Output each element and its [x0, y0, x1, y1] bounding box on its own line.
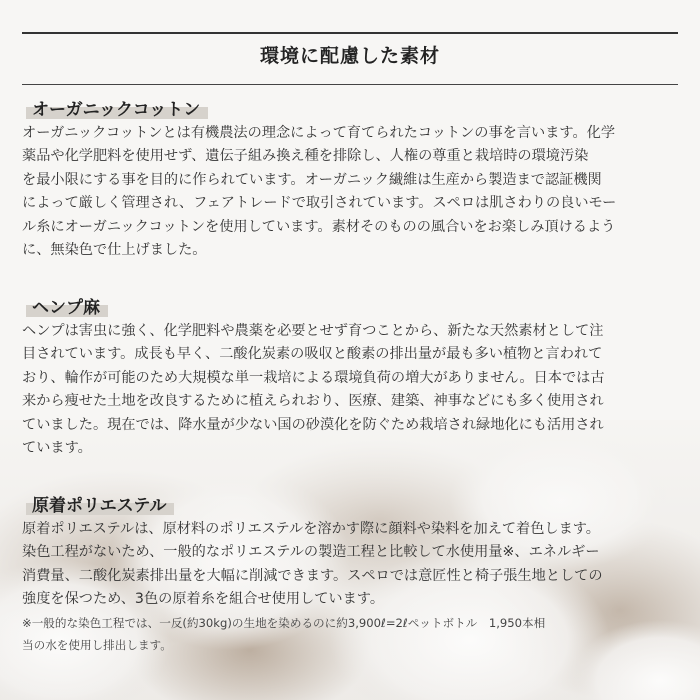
body-line: ていました。現在では、降水量が少ない国の砂漠化を防ぐため栽培され緑地化にも活用され: [22, 416, 604, 433]
section-heading: [32, 98, 200, 122]
body-line: オーガニックコットンとは有機農法の理念によって育てられたコットンの事を言います。化学: [22, 125, 616, 141]
body-line: ています。: [22, 440, 92, 457]
footnote-line: ※一般的な染色工程では、一反(約30kg)の生地を染めるのに約3,900ℓ=2ℓペットボトル 1,950本相: [22, 615, 546, 630]
section-heading-text: オーガニックコットン: [32, 100, 201, 120]
section-heading: [32, 296, 100, 320]
header-rule-top: [22, 32, 678, 34]
section-heading-text: ヘンプ麻: [32, 298, 100, 318]
body-line: おり、輪作が可能のため大規模な単一栽培による環境負荷の増大がありません。日本では古: [22, 369, 605, 386]
footnote-line: 当の水を使用し排出します。: [22, 637, 172, 652]
section-body: [22, 122, 682, 262]
section-heading: [32, 494, 166, 518]
body-line: ル糸にオーガニックコットンを使用しています。素材そのものの風合いをお楽しみ頂けるよう: [22, 218, 616, 235]
body-line: ヘンプは害虫に強く、化学肥料や農薬を必要とせず育つことから、新たな天然素材として注: [22, 323, 604, 339]
page-title: 環境に配慮した素材: [259, 45, 440, 67]
section-body: [22, 320, 682, 460]
body-line: によって厳しく管理され、フェアトレードで取引されています。スペロは肌さわりの良いモー: [22, 195, 617, 212]
body-line: 来から痩せた土地を改良するために植えられおり、医療、建築、神事などにも多く使用され: [22, 393, 604, 410]
body-line: 消費量、二酸化炭素排出量を大幅に削減できます。スペロでは意匠性と椅子張生地としての: [22, 567, 603, 584]
body-line: 目されています。成長も早く、二酸化炭素の吸収と酸素の排出量が最も多い植物と言われて: [22, 346, 603, 363]
section-body: [22, 518, 682, 656]
body-line: 薬品や化学肥料を使用せず、遺伝子組み換え種を排除し、人権の尊重と栽培時の環境汚染: [22, 148, 589, 165]
header-rule-bottom: [22, 84, 678, 85]
body-line: 染色工程がないため、一般的なポリエステルの製造工程と比較して水使用量※、エネルギー: [22, 544, 600, 561]
body-line: に、無染色で仕上げました。: [22, 242, 207, 259]
section-heading-text: 原着ポリエステル: [32, 496, 167, 516]
body-line: を最小限にする事を目的に作られています。オーガニック繊維は生産から製造まで認証機関: [22, 171, 602, 188]
body-line: 強度を保つため、3色の原着糸を組合せ使用しています。: [22, 591, 385, 608]
body-line: 原着ポリエステルは、原材料のポリエステルを溶かす際に顔料や染料を加えて着色します。: [22, 521, 600, 537]
